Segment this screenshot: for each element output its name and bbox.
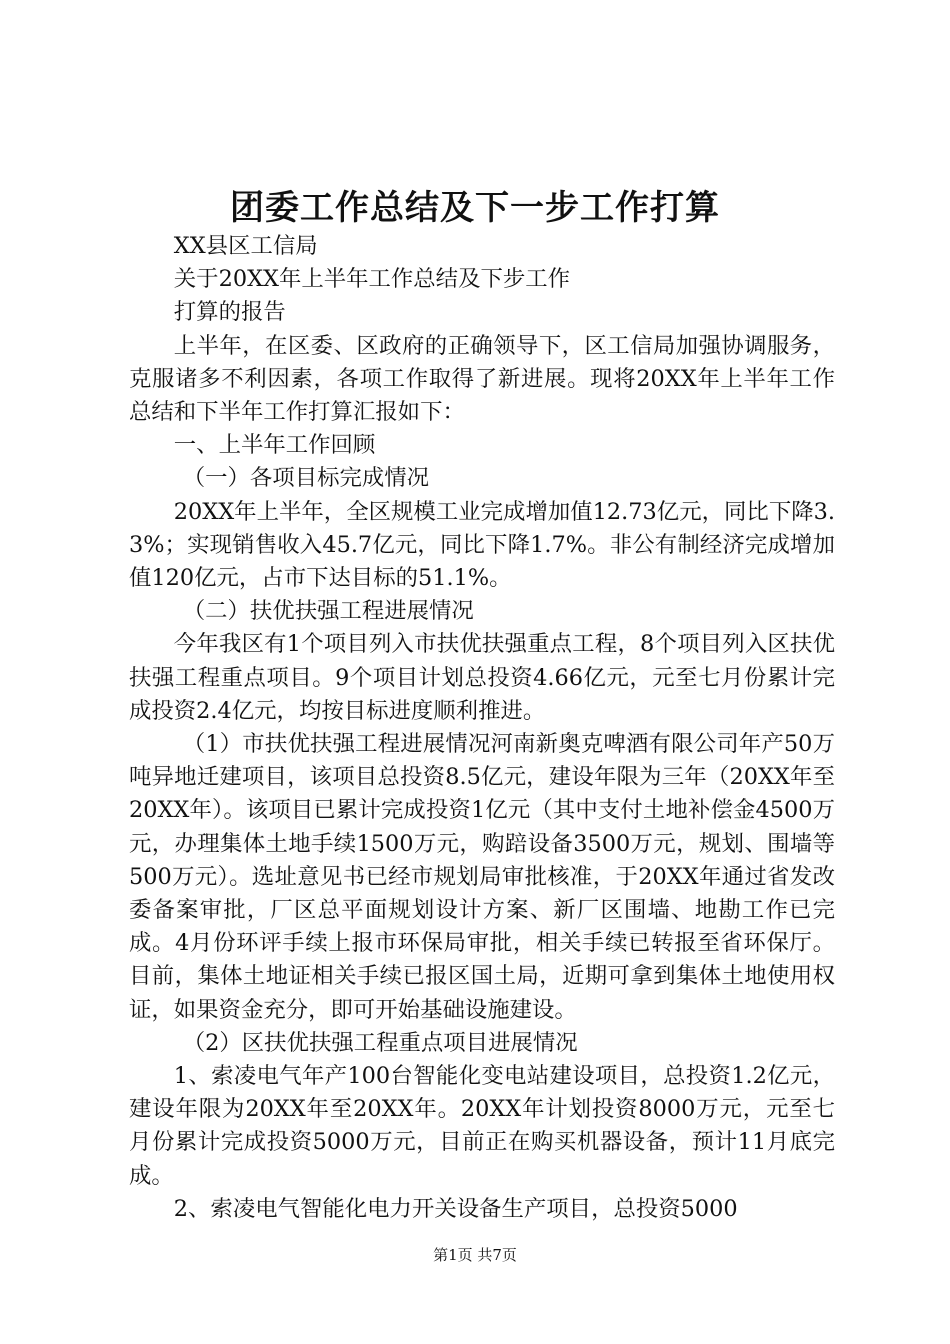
document-title: 团委工作总结及下一步工作打算 bbox=[230, 188, 720, 228]
project-item-1: 1、索凌电气年产100台智能化变电站建设项目，总投资1.2亿元，建设年限为20XX年至20XX年。20XX年计划投资8000万元，元至七月份累计完成投资5000万元，目前正在购买机器设备，预计11月底完成。 bbox=[129, 1063, 835, 1189]
report-subject-line: 关于20XX年上半年工作总结及下步工作 bbox=[173, 266, 571, 293]
intro-paragraph: 上半年，在区委、区政府的正确领导下，区工信局加强协调服务，克服诸多不利因素，各项工作取得了新进展。现将20XX年上半年工作总结和下半年工作打算汇报如下： bbox=[129, 332, 835, 426]
document-body bbox=[129, 230, 835, 1226]
report-subject-line-cont: 打算的报告 bbox=[173, 299, 286, 326]
projects-overview-paragraph: 今年我区有1个项目列入市扶优扶强重点工程，8个项目列入区扶优扶强工程重点项目。9个项目计划总投资4.66亿元，元至七月份累计完成投资2.4亿元，均按目标进度顺利推进。 bbox=[129, 631, 835, 724]
project-item-2: 2、索凌电气智能化电力开关设备生产项目，总投资5000 bbox=[173, 1195, 738, 1222]
subsection-heading-1: （一）各项目标完成情况 bbox=[182, 465, 430, 492]
section-heading-1: 一、上半年工作回顾 bbox=[173, 432, 376, 459]
org-name-line: XX县区工信局 bbox=[173, 233, 318, 259]
city-project-paragraph: （1）市扶优扶强工程进展情况河南新奥克啤酒有限公司年产50万吨异地迁建项目，该项目总投资8.5亿元，建设年限为三年（20XX年至20XX年）。该项目已累计完成投资1亿元（其中支付土地补偿金4500万元，办理集体土地手续1500万元，购踣设备3500万元，规划、围墙等500万元）。选址意见书已经市规划局审批核准，于20XX年通过省发改委备案审批，厂区总平面规划设计方案、新厂区围墙、地勘工作已完成。4月份环评手续上报市环保局审批，相关手续已转报至省环保厅。目前，集体土地证相关手续已报区国土局，近期可拿到集体土地使用权证，如果资金充分，即可开始基础设施建设。 bbox=[129, 731, 835, 1023]
district-projects-heading: （2）区扶优扶强工程重点项目进展情况 bbox=[182, 1029, 578, 1056]
targets-paragraph: 20XX年上半年，全区规模工业完成增加值12.73亿元，同比下降3.3%；实现销售收入45.7亿元，同比下降1.7%。非公有制经济完成增加值120亿元，占市下达目标的51.1%。 bbox=[129, 498, 835, 592]
subsection-heading-2: （二）扶优扶强工程进展情况 bbox=[182, 598, 474, 625]
page-footer: 第1页 共7页 bbox=[433, 1246, 517, 1264]
